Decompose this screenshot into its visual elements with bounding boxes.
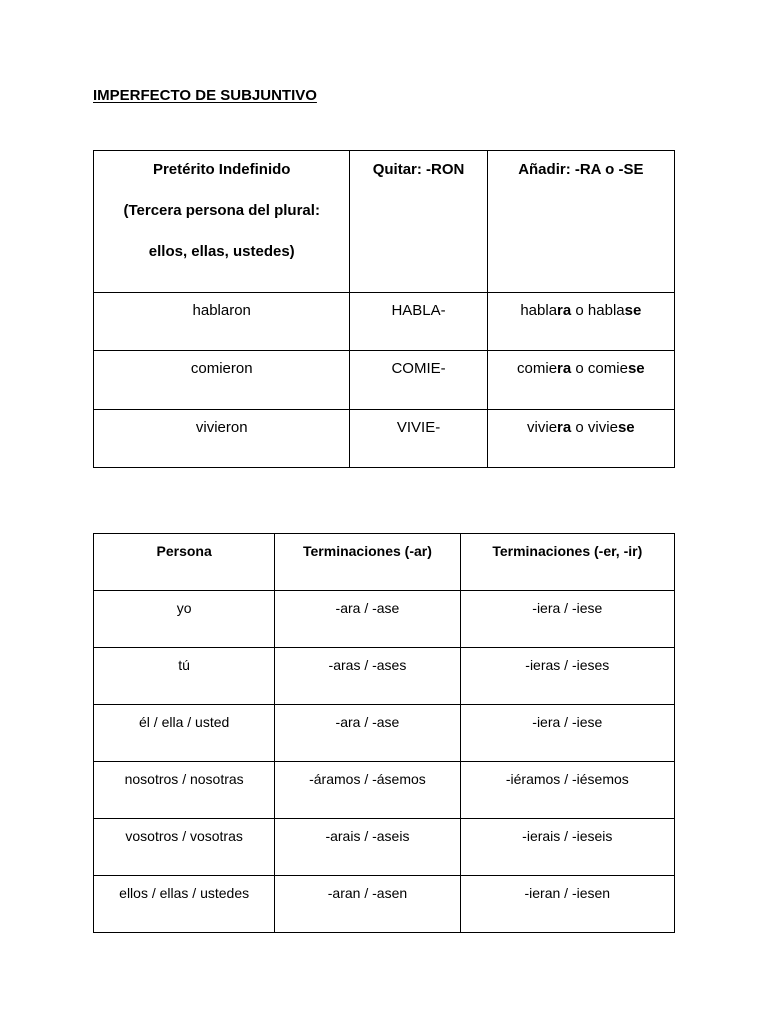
ending-ar-cell: -ara / -ase xyxy=(275,705,460,762)
form-cell: viviera o viviese xyxy=(487,410,674,468)
ending-er-ir-cell: -iéramos / -iésemos xyxy=(460,762,674,819)
table-row xyxy=(94,351,675,410)
ending-ar-cell: -ara / -ase xyxy=(275,591,460,648)
stem-cell: COMIE- xyxy=(350,351,487,410)
verb-cell: hablaron xyxy=(94,293,350,351)
table-row xyxy=(94,648,675,705)
table-row xyxy=(94,410,675,468)
header-line: (Tercera persona del plural: xyxy=(123,202,320,219)
header-quitar xyxy=(350,151,487,293)
ending-ar-cell: -áramos / -ásemos xyxy=(275,762,460,819)
ending-er-ir-cell: -iera / -iese xyxy=(460,591,674,648)
preterite-derivation-table xyxy=(93,150,675,468)
verb-cell: comieron xyxy=(94,351,350,410)
persona-cell: tú xyxy=(94,648,275,705)
table-row xyxy=(94,705,675,762)
form-cell: hablara o hablase xyxy=(487,293,674,351)
persona-cell: vosotros / vosotras xyxy=(94,819,275,876)
endings-table xyxy=(93,533,675,933)
header-anadir xyxy=(487,151,674,293)
header-line: ellos, ellas, ustedes) xyxy=(148,243,295,260)
ending-er-ir-cell: -iera / -iese xyxy=(460,705,674,762)
document-title: IMPERFECTO DE SUBJUNTIVO xyxy=(93,87,317,104)
table-row xyxy=(94,591,675,648)
ending-ar-cell: -aras / -ases xyxy=(275,648,460,705)
ending-ar-cell: -aran / -asen xyxy=(275,876,460,933)
table-row xyxy=(94,876,675,933)
header-terminaciones-ar: Terminaciones (-ar) xyxy=(275,534,460,591)
ending-ar-cell: -arais / -aseis xyxy=(275,819,460,876)
persona-cell: él / ella / usted xyxy=(94,705,275,762)
stem-cell: VIVIE- xyxy=(350,410,487,468)
table-header-row xyxy=(94,534,675,591)
header-terminaciones-er-ir: Terminaciones (-er, -ir) xyxy=(460,534,674,591)
table-header-row xyxy=(94,151,675,293)
ending-er-ir-cell: -ierais / -ieseis xyxy=(460,819,674,876)
header-line: Quitar: -RON xyxy=(372,161,465,178)
persona-cell: ellos / ellas / ustedes xyxy=(94,876,275,933)
header-persona: Persona xyxy=(94,534,275,591)
header-preterito-indefinido xyxy=(94,151,350,293)
persona-cell: nosotros / nosotras xyxy=(94,762,275,819)
persona-cell: yo xyxy=(94,591,275,648)
table-row xyxy=(94,762,675,819)
verb-cell: vivieron xyxy=(94,410,350,468)
header-line: Añadir: -RA o -SE xyxy=(518,161,644,178)
ending-er-ir-cell: -ieras / -ieses xyxy=(460,648,674,705)
table-row xyxy=(94,293,675,351)
table-row xyxy=(94,819,675,876)
form-cell: comiera o comiese xyxy=(487,351,674,410)
ending-er-ir-cell: -ieran / -iesen xyxy=(460,876,674,933)
stem-cell: HABLA- xyxy=(350,293,487,351)
header-line: Pretérito Indefinido xyxy=(152,161,291,178)
